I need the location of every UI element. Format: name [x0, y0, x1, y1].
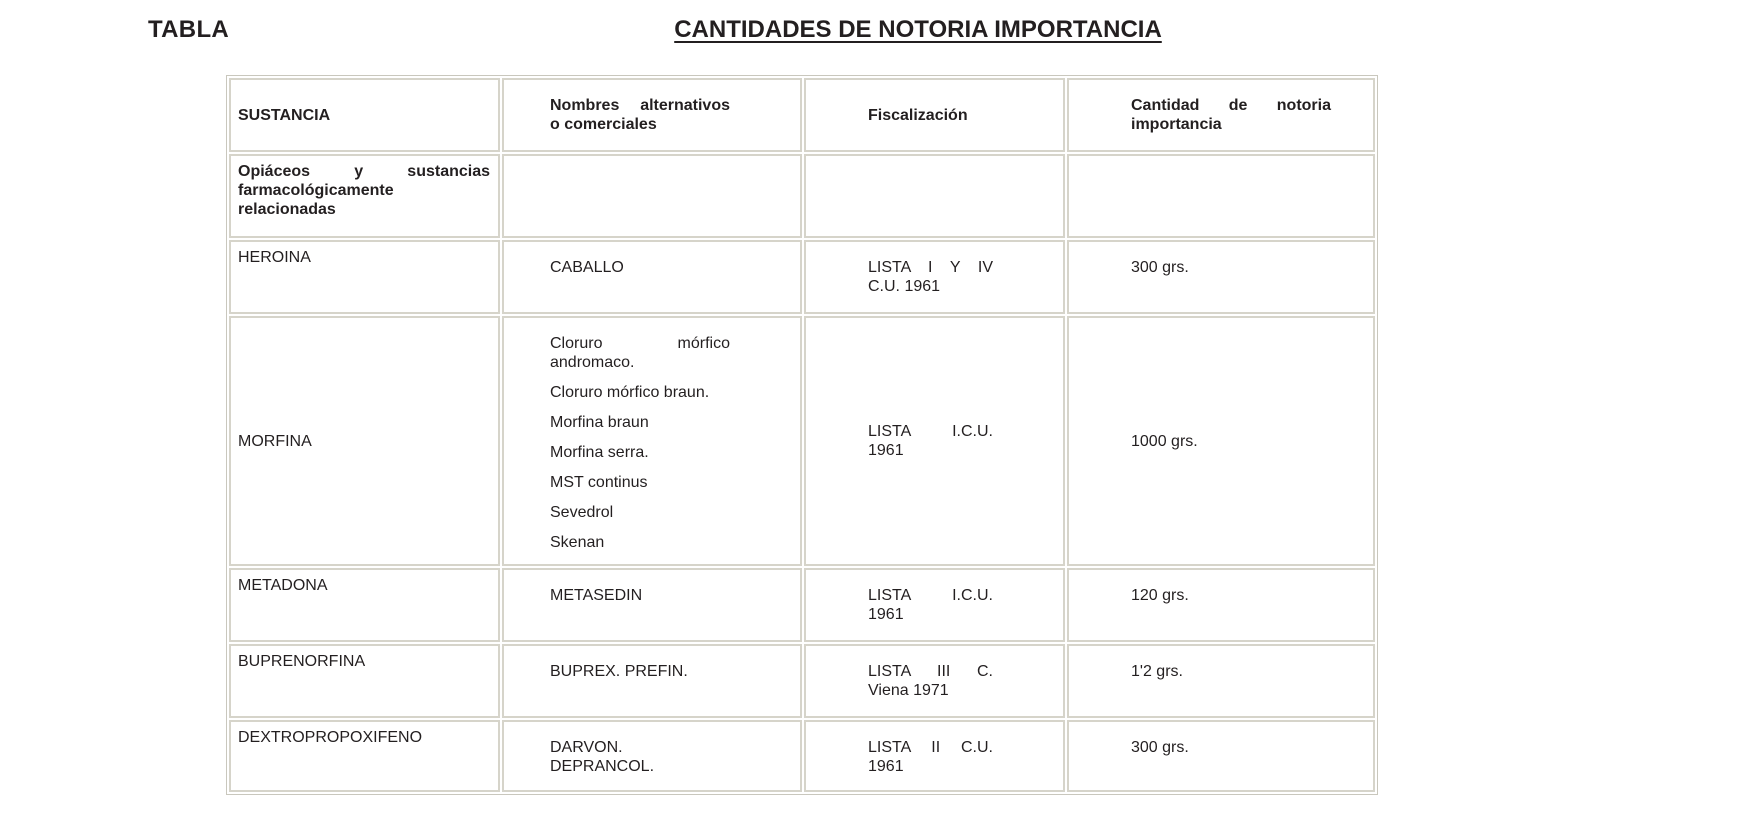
cell-cantidad: 1000 grs. [1067, 316, 1375, 566]
cell-fiscalizacion: LISTA I.C.U. 1961 [804, 316, 1065, 566]
cell-nombres: BUPREX. PREFIN. [502, 644, 802, 718]
quantities-table [226, 75, 1378, 795]
category-row [229, 154, 1375, 238]
table-header-row [229, 78, 1375, 152]
cell-nombres: CABALLO [502, 240, 802, 314]
table-row [229, 240, 1375, 314]
cell-fiscalizacion: LISTA I.C.U. 1961 [804, 568, 1065, 642]
table-row [229, 568, 1375, 642]
document-title: CANTIDADES DE NOTORIA IMPORTANCIA [674, 16, 1162, 43]
cell-sustancia: DEXTROPROPOXIFENO [229, 720, 500, 792]
table-row [229, 316, 1375, 566]
header-cantidad: Cantidad de notoria importancia [1067, 78, 1375, 152]
cell-cantidad: 300 grs. [1067, 240, 1375, 314]
cell-nombres: METASEDIN [502, 568, 802, 642]
cell-fiscalizacion: LISTA III C. Viena 1971 [804, 644, 1065, 718]
cell-fiscalizacion: LISTA I Y IV C.U. 1961 [804, 240, 1065, 314]
table-row [229, 644, 1375, 718]
cell-sustancia: BUPRENORFINA [229, 644, 500, 718]
cell-sustancia: HEROINA [229, 240, 500, 314]
cell-fiscalizacion: LISTA II C.U. 1961 [804, 720, 1065, 792]
header-sustancia: SUSTANCIA [229, 78, 500, 152]
table-row [229, 720, 1375, 792]
header-nombres: Nombres alternativos o comerciales [502, 78, 802, 152]
header-fiscalizacion: Fiscalización [804, 78, 1065, 152]
cell-nombres: Cloruro mórfico andromaco. Cloruro mórfico braun. Morfina braun Morfina serra. MST continus Sevedrol Skenan [502, 316, 802, 566]
cell-sustancia: MORFINA [229, 316, 500, 566]
cell-sustancia: METADONA [229, 568, 500, 642]
cell-cantidad: 120 grs. [1067, 568, 1375, 642]
document-label: TABLA [148, 16, 230, 43]
category-label: Opiáceos y sustancias farmacológicamente relacionadas [229, 154, 500, 238]
cell-nombres: DARVON. DEPRANCOL. [502, 720, 802, 792]
cell-cantidad: 300 grs. [1067, 720, 1375, 792]
cell-cantidad: 1'2 grs. [1067, 644, 1375, 718]
